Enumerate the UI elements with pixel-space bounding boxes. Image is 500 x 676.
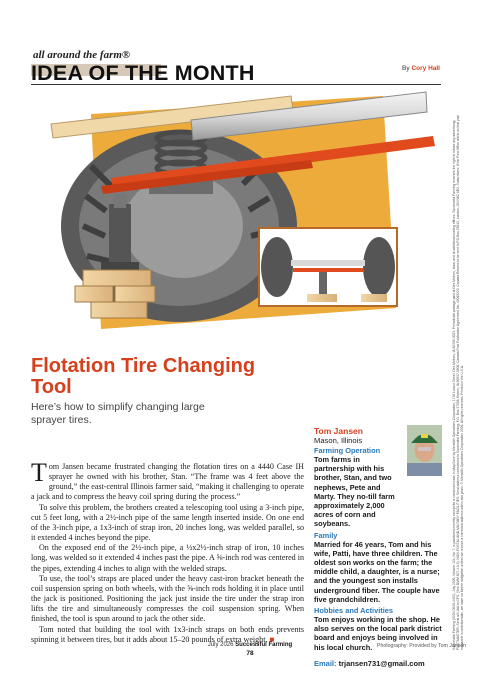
tool-illustration: [31, 86, 441, 329]
body-paragraph-1: [31, 458, 304, 503]
header-title-text: IDEA OF THE MONTH: [31, 61, 255, 85]
family-text: Married for 46 years, Tom and his wife, Patti, have three children. The oldest son works on the farm; the middle child, a daughter, is a nurse; and the youngest son installs underground fiber. The couple have five grandchildren.: [314, 539, 440, 604]
body-paragraph: To solve this problem, the brothers created a telescoping tool using a 3-inch pipe, cut 5 feet long, with a 2½-inch pipe of the same length inserted inside. On one end of the 3-inch pipe, a 1x3-inch of strap iron, 20 inches long, was welded parallel, so it extended 4 inches beyond the pipe.: [31, 502, 304, 543]
article-title: Flotation Tire Changing Tool: [31, 355, 256, 398]
square-end-mark-icon: ■: [269, 634, 275, 644]
footer-issue-date: July 2026: [207, 642, 234, 648]
legal-notice-text: Successful Farming (ISSN 0039-4432), July 2026, Volume 124, No. 7, is published monthly except for a combined issue in May/June by Meredith Operations Corporation, 1716 Locust Street, Des Moines, IA 50309-3023. Periodicals postage paid at Des Moines, Iowa, and at additional mailing offices. Successful Farming reserves the right to refuse any advertising. POSTMASTER: Send all UAA to CFS. (See DMM 507.1.5.2); NON-POSTAL AND MILITARY FACILITIES: Send address corrections to Successful Farming, P.O. Box 37508, Boone, IA 50037-0508. Canada Post Publication Agreement No. 40069223. Canada Returns to be sent to PO Box 25542, London, ON N6C 6B2. Subscribers: If the Post Office alerts us that your magazine is undeliverable, we have no further obligation unless we receive a corrected address within two years. © Meredith Operations Corporation 2026. All rights reserved. Printed in the U.S.A.: [452, 114, 464, 650]
byline: [402, 65, 440, 72]
section-label: all around the farm®: [33, 49, 131, 61]
farming-text: Tom farms in partnership with his brother, Stan, and two nephews, Pete and Marty. They no-till farm approximately 2,000 acres of corn and soybeans.: [314, 455, 395, 529]
email-link[interactable]: trjansen731@gmail.com: [338, 659, 425, 669]
legal-notice: [452, 110, 472, 650]
hobbies-heading: Hobbies and Activities: [314, 606, 393, 616]
body-paragraph: On the exposed end of the 2½-inch pipe, a ½x2½-inch strap of iron, 10 inches long, was welded so it extended 4 inches past the pipe. A ⅝-inch rod was centered in the pipes, extending 4 inches to align with the welded straps.: [31, 543, 304, 573]
hobbies-text: Tom enjoys working in the shop. He also serves on the local park district board and enjoys being involved in his local church.: [314, 615, 442, 652]
byline-prefix: By: [402, 65, 410, 72]
article-deck: Here’s how to simplify changing large sprayer tires.: [31, 401, 205, 426]
page-number: 78: [246, 650, 254, 657]
drop-cap: T: [31, 458, 47, 487]
inset-diagram: [259, 228, 397, 306]
footer-magazine-name: Successful Farming: [235, 642, 293, 648]
body-paragraph: To use, the tool’s straps are placed under the heavy cast-iron bracket beneath the coil suspension spring on both wheels, with the ⅝-inch rods holding it in place until the jack is positioned. Positioning the jack just inside the tire under the strap iron lifts the tire and simultaneously compresses the coil suspension spring. When finished, the tool is spun around to jack the other side.: [31, 573, 304, 624]
article-body: [31, 458, 304, 645]
email-label: Email:: [314, 659, 337, 669]
farmer-profile-sidebar: [314, 426, 442, 676]
email-line: [314, 659, 442, 668]
photo-credit: Photography: Provided by Tom Jansen: [377, 643, 467, 649]
page-header-title: [31, 61, 255, 86]
byline-author: Cory Hall: [411, 65, 440, 72]
first-paragraph-text: om Jansen became frustrated changing the flotation tires on a 4440 Case IH sprayer he owned with his brother, Stan. “The frame was 4 feet above the ground,” the east-central Illinois farmer said, “making it challenging to operate a jack and to compress the heavy coil spring during the process.”: [31, 462, 304, 502]
farmer-location: Mason, Illinois: [314, 436, 363, 445]
farmer-name: Tom Jansen: [314, 426, 363, 436]
farming-heading: Farming Operation: [314, 446, 381, 455]
family-heading: Family: [314, 530, 338, 540]
last-paragraph-text: Tom noted that building the tool with 1x3-inch straps on both ends prevents spinning it between tires, but it adds about 15–20 pounds of extra weight.: [31, 624, 304, 644]
